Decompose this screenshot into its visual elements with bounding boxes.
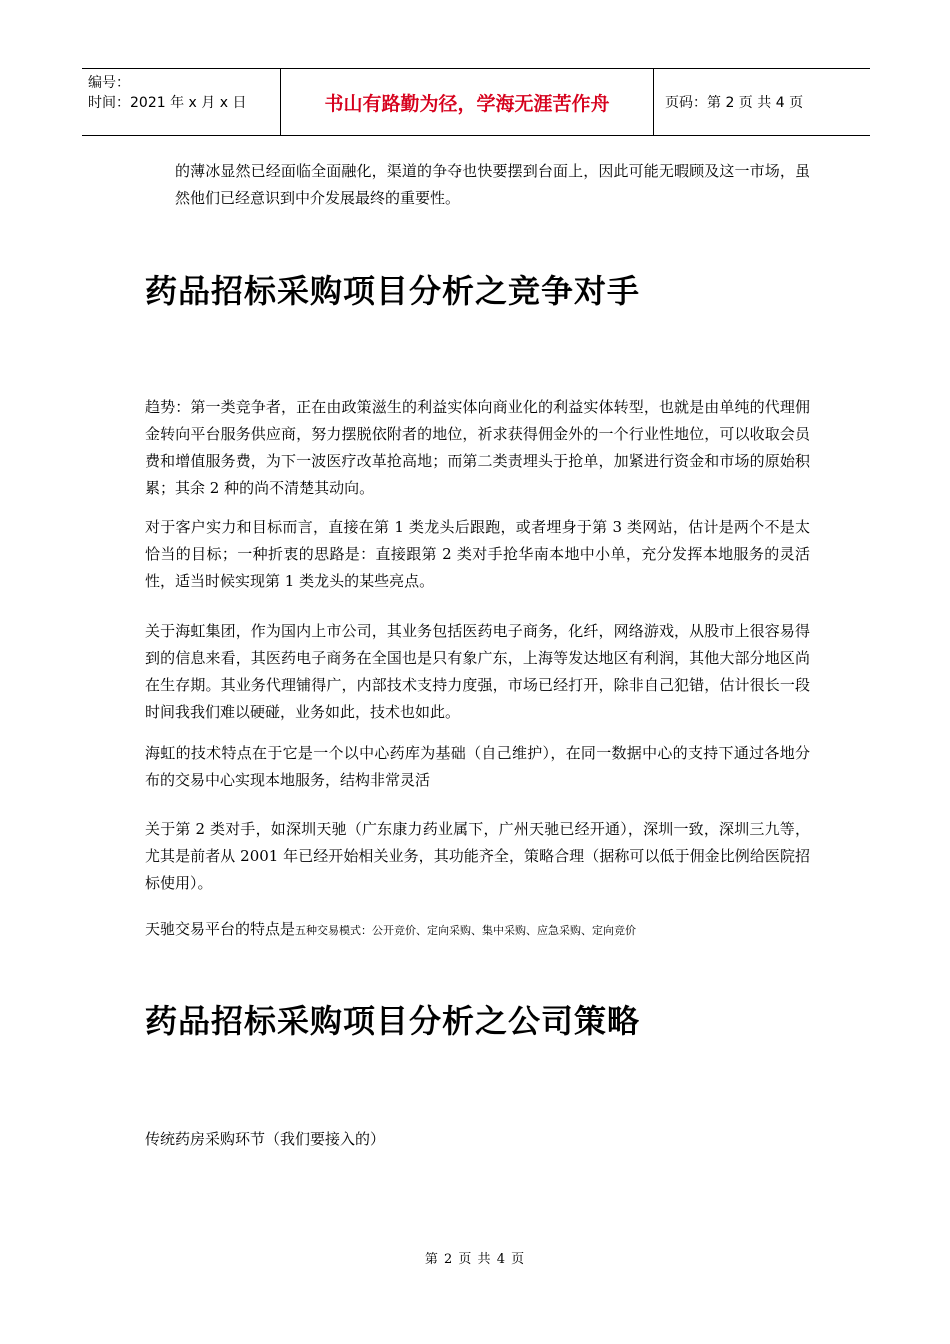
tianchi-modes: 五种交易模式：公开竞价、定向采购、集中采购、应急采购、定向竞价 — [295, 924, 637, 937]
paragraph-tianchi — [145, 916, 810, 944]
paragraph-second-class: 关于第 2 类对手，如深圳天驰（广东康力药业属下，广州天驰已经开通），深圳一致，深圳三九等，尤其是前者从 2001 年已经开始相关业务，其功能齐全，策略合理（据称可以低于佣金比例给医院招标使用）。 — [145, 820, 810, 892]
header-motto: 书山有路勤为径，学海无涯苦作舟 — [281, 69, 654, 135]
paragraph-haihong-tech: 海虹的技术特点在于它是一个以中心药库为基础（自己维护），在同一数据中心的支持下通过各地分布的交易中心实现本地服务，结构非常灵活 — [145, 744, 810, 789]
paragraph-haihong: 关于海虹集团，作为国内上市公司，其业务包括医药电子商务，化纤，网络游戏，从股市上很容易得到的信息来看，其医药电子商务在全国也是只有象广东，上海等发达地区有利润，其他大部分地区尚在生存期。其业务代理铺得广，内部技术支持力度强，市场已经打开，除非自己犯错，估计很长一段时间我我们难以硬碰，业务如此，技术也如此。 — [145, 622, 810, 721]
paragraph-client-strategy: 对于客户实力和目标而言，直接在第 1 类龙头后跟跑，或者埋身于第 3 类网站，估计是两个不是太恰当的目标；一种折衷的思路是：直接跟第 2 类对手抢华南本地中小单，充分发挥本地服务的灵活性，适当时候实现第 1 类龙头的某些亮点。 — [145, 518, 810, 590]
section-title-strategy: 药品招标采购项目分析之公司策略 — [145, 1002, 641, 1040]
intro-paragraph: 的薄冰显然已经面临全面融化，渠道的争夺也快要摆到台面上，因此可能无暇顾及这一市场，虽然他们已经意识到中介发展最终的重要性。 — [175, 162, 810, 207]
header-info-cell — [82, 69, 281, 135]
serial-label: 编号： — [88, 75, 130, 91]
paragraph-trend: 趋势：第一类竞争者，正在由政策滋生的利益实体向商业化的利益实体转型，也就是由单纯的代理佣金转向平台服务供应商，努力摆脱依附者的地位，祈求获得佣金外的一个行业性地位，可以收取会员费和增值服务费，为下一波医疗改革抢高地；而第二类责埋头于抢单，加紧进行资金和市场的原始积累；其余 2 种的尚不清楚其动向。 — [145, 398, 810, 497]
tianchi-prefix: 天驰交易平台的特点是 — [145, 920, 296, 938]
header-page-info: 页码：第 2 页 共 4 页 — [665, 95, 804, 111]
page-footer: 第 2 页 共 4 页 — [424, 1252, 526, 1267]
time-label: 时间：2021 年 x 月 x 日 — [88, 95, 247, 111]
page-header — [82, 68, 870, 136]
paragraph-pharmacy-procurement: 传统药房采购环节（我们要接入的） — [145, 1130, 386, 1148]
section-title-competitors: 药品招标采购项目分析之竞争对手 — [145, 272, 641, 310]
